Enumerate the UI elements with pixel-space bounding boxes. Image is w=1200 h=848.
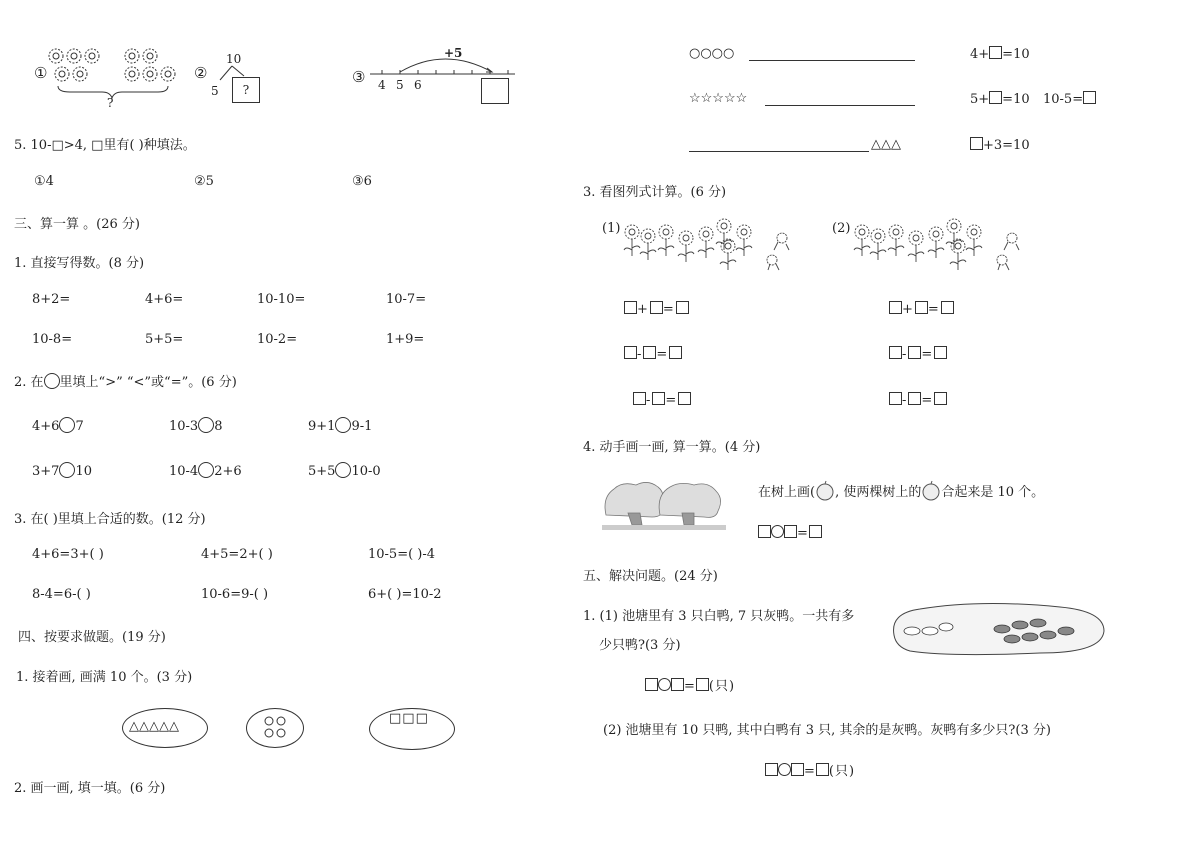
figure-1-question-mark: ? <box>107 96 114 110</box>
q3-2-title-pre: 2. 在 <box>14 375 44 390</box>
q3-3-title: 3. 在( )里填上合适的数。(12 分) <box>14 512 206 527</box>
answer-box[interactable] <box>765 763 778 776</box>
section-5-title: 五、解决问题。(24 分) <box>583 569 718 584</box>
section-4-title: 四、按要求做题。(19 分) <box>18 630 166 645</box>
calc-item: 8+2= <box>32 292 71 307</box>
answer-box[interactable] <box>791 763 804 776</box>
calc-item: 10-10= <box>257 292 306 307</box>
answer-box[interactable] <box>669 346 682 359</box>
picture-2-label: (2) <box>832 221 851 236</box>
compare-circle[interactable] <box>198 417 214 433</box>
answer-box[interactable] <box>696 678 709 691</box>
compare-circle[interactable] <box>59 417 75 433</box>
calc-item: 10-2= <box>257 332 298 347</box>
answer-box[interactable] <box>643 346 656 359</box>
calc-item: 10-8= <box>32 332 73 347</box>
q3-2-title-post: 里填上“>” “<”或“=”。(6 分) <box>59 375 237 390</box>
answer-box[interactable] <box>934 392 947 405</box>
answer-box[interactable] <box>624 346 637 359</box>
row1-answer-line[interactable] <box>749 46 915 61</box>
circle-icon <box>44 373 60 389</box>
q4-3-title: 3. 看图列式计算。(6 分) <box>583 185 727 200</box>
triangles: △△△△△ <box>129 719 179 734</box>
equation-row: - = <box>889 392 947 408</box>
q4-4-equation: = <box>758 525 822 541</box>
answer-box[interactable] <box>889 346 902 359</box>
calc-item: 4+6= <box>145 292 184 307</box>
q4-2-title: 2. 画一画, 填一填。(6 分) <box>14 781 166 796</box>
answer-box[interactable] <box>633 392 646 405</box>
arc-label: +5 <box>444 46 463 60</box>
q5-1-equation: = (只) <box>645 675 735 694</box>
operator-circle[interactable] <box>771 525 784 538</box>
fill-item[interactable]: 6+( )=10-2 <box>368 587 442 602</box>
calc-item: 1+9= <box>386 332 425 347</box>
tick-label-6: 6 <box>414 78 422 92</box>
row2-symbols: ☆☆☆☆☆ <box>689 91 748 106</box>
circles-icon <box>263 715 303 745</box>
compare-circle[interactable] <box>335 462 351 478</box>
fill-item[interactable]: 8-4=6-( ) <box>32 587 91 602</box>
figure-2-number: ② <box>194 64 208 82</box>
compare-circle[interactable] <box>59 462 75 478</box>
equation-row: + = <box>624 301 689 317</box>
calc-item: 5+5= <box>145 332 184 347</box>
compare-item: 10-4 2+6 <box>169 464 242 479</box>
fill-item[interactable]: 4+5=2+( ) <box>201 547 273 562</box>
answer-box[interactable] <box>908 346 921 359</box>
q5-2-question: (2) 池塘里有 10 只鸭, 其中白鸭有 3 只, 其余的是灰鸭。灰鸭有多少只?(3 分) <box>603 723 1051 738</box>
q5-1-line-2: 少只鸭?(3 分) <box>599 638 681 653</box>
answer-box[interactable] <box>970 137 983 150</box>
tick-label-4: 4 <box>378 78 386 92</box>
fill-item[interactable]: 10-6=9-( ) <box>201 587 269 602</box>
compare-item: 5+5 10-0 <box>308 464 381 479</box>
q3-2-title <box>14 371 237 390</box>
answer-box[interactable] <box>650 301 663 314</box>
picture-1-label: (1) <box>602 221 621 236</box>
apple-icon <box>921 481 941 501</box>
number-line-answer-box[interactable] <box>481 78 509 104</box>
answer-box[interactable] <box>809 525 822 538</box>
sunflowers-image-1 <box>622 222 802 274</box>
q5-question: 5. 10-□>4, □里有( )种填法。 <box>14 138 196 153</box>
answer-box[interactable] <box>1083 91 1096 104</box>
row2-answer-line[interactable] <box>765 91 915 106</box>
answer-box[interactable] <box>908 392 921 405</box>
answer-box[interactable] <box>816 763 829 776</box>
row1-symbols: ○○○○ <box>689 46 735 61</box>
equation-row: - = <box>633 392 691 408</box>
answer-box[interactable] <box>889 392 902 405</box>
compare-item: 4+6 7 <box>32 419 84 434</box>
answer-box[interactable] <box>671 678 684 691</box>
equation-row: - = <box>889 346 947 362</box>
circle-oval <box>246 708 304 748</box>
triangle-oval <box>122 708 208 748</box>
q5-option-3[interactable]: ③6 <box>352 174 372 189</box>
answer-box[interactable] <box>889 301 902 314</box>
bond-unknown-box: ? <box>232 77 260 103</box>
answer-box[interactable] <box>915 301 928 314</box>
row1-equation: 4+ =10 <box>970 47 1030 62</box>
answer-box[interactable] <box>678 392 691 405</box>
equation-row: + = <box>889 301 954 317</box>
q5-2-equation: = (只) <box>765 760 855 779</box>
operator-circle[interactable] <box>658 678 671 691</box>
compare-item: 10-3 8 <box>169 419 223 434</box>
answer-box[interactable] <box>989 46 1002 59</box>
q5-option-2[interactable]: ②5 <box>194 174 214 189</box>
answer-box[interactable] <box>941 301 954 314</box>
answer-box[interactable] <box>934 346 947 359</box>
row3-answer-line[interactable] <box>689 137 869 152</box>
answer-box[interactable] <box>758 525 771 538</box>
figure-3-number: ③ <box>352 68 366 86</box>
apple-icon <box>815 481 835 501</box>
row3-equation: +3=10 <box>970 137 1030 153</box>
answer-box[interactable] <box>652 392 665 405</box>
fill-item[interactable]: 4+6=3+( ) <box>32 547 104 562</box>
tick-label-5: 5 <box>396 78 404 92</box>
answer-box[interactable] <box>676 301 689 314</box>
compare-item: 9+1 9-1 <box>308 419 373 434</box>
answer-box[interactable] <box>624 301 637 314</box>
q5-option-1[interactable]: ①4 <box>34 174 54 189</box>
row3-symbols: △△△ <box>871 137 901 152</box>
pond-ducks-image <box>890 601 1108 657</box>
q5-1-line-1: 1. (1) 池塘里有 3 只白鸭, 7 只灰鸭。一共有多 <box>583 609 855 624</box>
bond-top-number: 10 <box>226 52 242 66</box>
q4-4-instruction: 在树上画( , 使两棵树上的 合起来是 10 个。 <box>758 481 1044 501</box>
row2-equation-2: 10-5= <box>1043 91 1096 107</box>
compare-item: 3+7 10 <box>32 464 92 479</box>
sunflowers-image-2 <box>852 222 1032 274</box>
compare-circle[interactable] <box>198 462 214 478</box>
squares: □□□ <box>389 711 429 726</box>
section-3-title: 三、算一算 。(26 分) <box>14 217 140 232</box>
bond-left-number: 5 <box>211 84 219 98</box>
square-oval <box>369 708 455 750</box>
answer-box[interactable] <box>989 91 1002 104</box>
compare-circle[interactable] <box>335 417 351 433</box>
operator-circle[interactable] <box>778 763 791 776</box>
calc-item: 10-7= <box>386 292 427 307</box>
q4-4-title: 4. 动手画一画, 算一算。(4 分) <box>583 440 761 455</box>
q3-1-title: 1. 直接写得数。(8 分) <box>14 256 145 271</box>
row2-equation: 5+ =10 <box>970 92 1030 107</box>
equation-row: - = <box>624 346 682 362</box>
answer-box[interactable] <box>784 525 797 538</box>
flower-groups-image <box>40 40 220 110</box>
trees-image <box>602 479 726 533</box>
q4-1-title: 1. 接着画, 画满 10 个。(3 分) <box>16 670 193 685</box>
answer-box[interactable] <box>645 678 658 691</box>
fill-item[interactable]: 10-5=( )-4 <box>368 547 436 562</box>
figure-1-number: ① <box>34 64 48 82</box>
